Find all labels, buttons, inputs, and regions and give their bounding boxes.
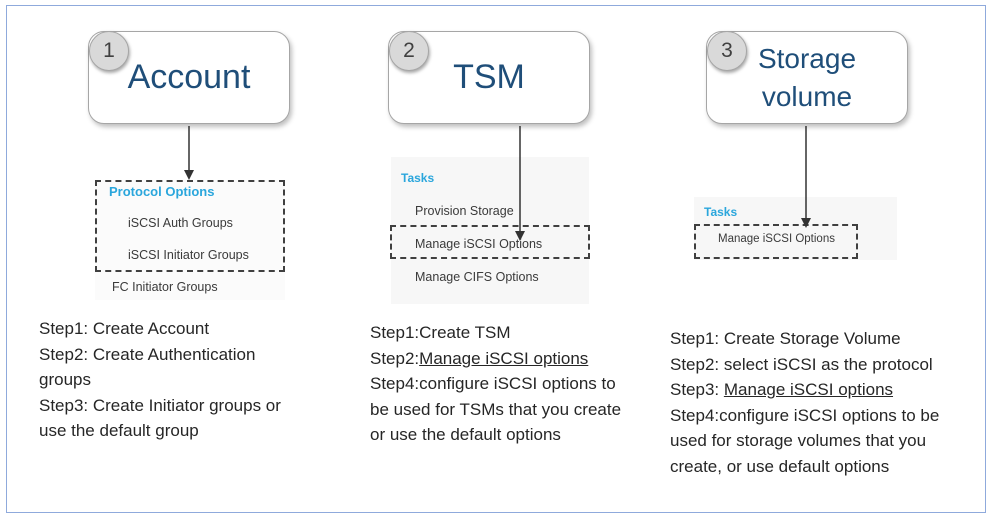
instruction-line: or use the default options — [370, 425, 561, 445]
instruction-line: Step3: Create Initiator groups or — [39, 395, 281, 415]
instruction-line: create, or use default options — [670, 456, 890, 476]
instruction-line: Step3: Manage iSCSI options — [670, 380, 894, 400]
instruction-line: be used for TSMs that you create — [370, 399, 622, 419]
instruction-line: Step1: Create Storage Volume — [670, 329, 901, 348]
iscsi-auth-groups-item[interactable]: iSCSI Auth Groups — [128, 216, 233, 230]
instruction-line: Step2: select iSCSI as the protocol — [670, 354, 933, 374]
tsm-title: TSM — [453, 58, 525, 96]
instruction-line: Step2:Manage iSCSI options — [370, 348, 589, 368]
protocol-options-heading: Protocol Options — [109, 184, 215, 199]
instruction-line: Step2: Create Authentication — [39, 344, 256, 364]
tsm-tasks-heading: Tasks — [401, 171, 435, 185]
instruction-line: Step4:configure iSCSI options to be — [670, 405, 940, 425]
manage-iscsi-options-link[interactable]: Manage iSCSI options — [723, 380, 894, 400]
instruction-line: Step1: Create Account — [39, 319, 210, 338]
iscsi-initiator-groups-item[interactable]: iSCSI Initiator Groups — [128, 248, 249, 262]
instruction-line: used for storage volumes that you — [670, 431, 927, 451]
step-3-badge: 3 — [707, 31, 747, 71]
instruction-line: groups — [39, 370, 91, 390]
storage-volume-title-line-1: Storage — [757, 43, 857, 74]
storage-volume-tasks-heading: Tasks — [704, 205, 738, 219]
instruction-line: use the default group — [39, 421, 199, 441]
manage-iscsi-options-item[interactable]: Manage iSCSI Options — [415, 237, 543, 251]
instruction-line: Step1:Create TSM — [370, 323, 511, 342]
manage-cifs-options-item[interactable]: Manage CIFS Options — [415, 270, 539, 284]
fc-initiator-groups-item[interactable]: FC Initiator Groups — [112, 280, 218, 294]
step-1-badge: 1 — [89, 31, 129, 71]
instruction-line: Step4:configure iSCSI options to — [370, 374, 616, 394]
provision-storage-item[interactable]: Provision Storage — [415, 204, 514, 218]
account-title: Account — [127, 58, 251, 96]
step-2-badge: 2 — [389, 31, 429, 71]
manage-iscsi-options-item[interactable]: Manage iSCSI Options — [718, 233, 835, 245]
manage-iscsi-options-link[interactable]: Manage iSCSI options — [419, 348, 589, 368]
storage-volume-title-line-2: volume — [761, 81, 853, 112]
